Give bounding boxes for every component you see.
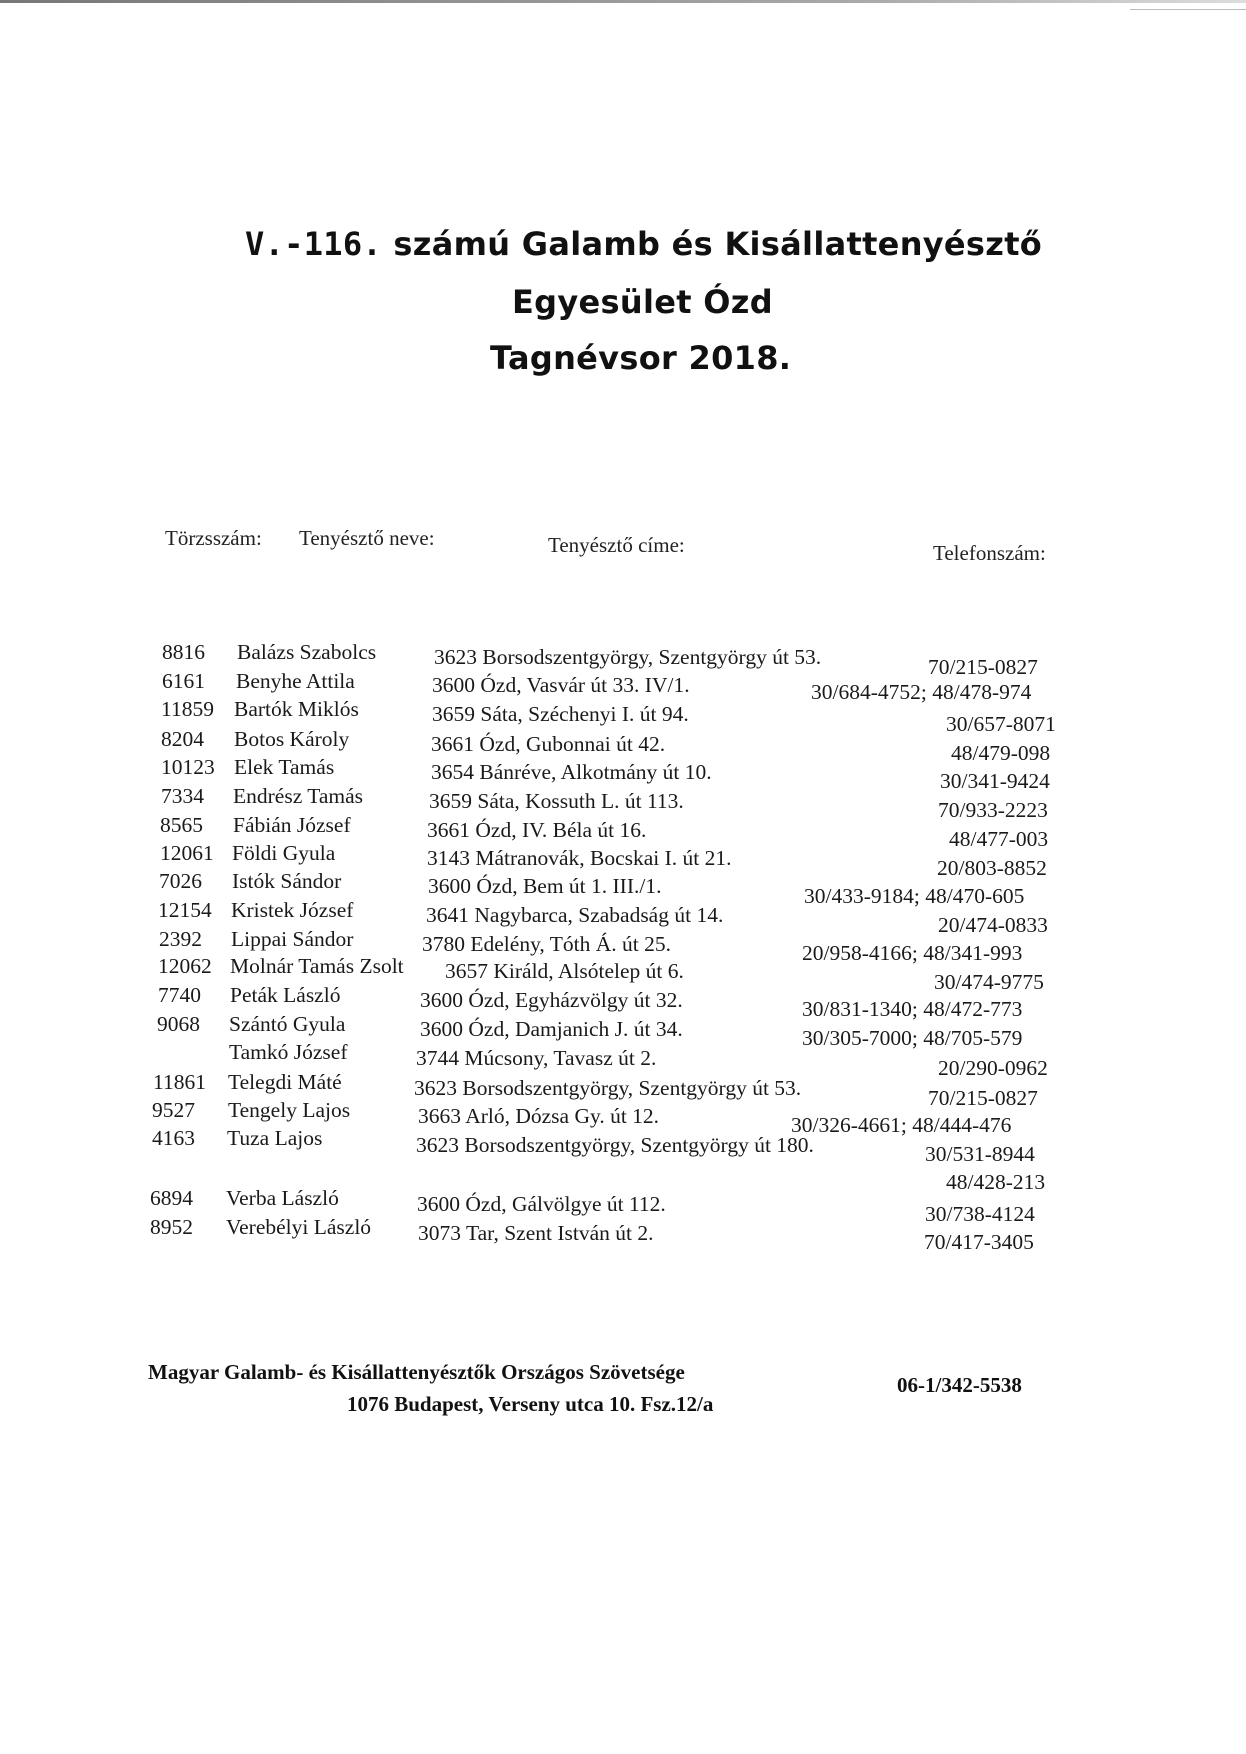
member-id: 11859 — [161, 697, 214, 721]
member-id: 7026 — [159, 869, 202, 893]
member-address: 3600 Ózd, Gálvölgye út 112. — [417, 1192, 666, 1216]
member-phone: 30/831-1340; 48/472-773 — [802, 997, 1023, 1021]
member-phone: 30/305-7000; 48/705-579 — [802, 1026, 1023, 1050]
member-address: 3600 Ózd, Egyházvölgy út 32. — [420, 988, 683, 1012]
member-name: Földi Gyula — [232, 841, 336, 865]
column-header-id: Törzsszám: — [165, 526, 262, 550]
member-phone: 70/417-3405 — [924, 1230, 1034, 1254]
member-name: Molnár Tamás Zsolt — [230, 954, 404, 978]
member-phone: 48/479-098 — [951, 741, 1051, 765]
member-address: 3744 Múcsony, Tavasz út 2. — [416, 1046, 657, 1070]
member-name: Peták László — [230, 983, 341, 1007]
member-name: Balázs Szabolcs — [237, 640, 377, 664]
scan-line — [1130, 9, 1246, 10]
member-name: Fábián József — [233, 813, 351, 837]
footer-address: 1076 Budapest, Verseny utca 10. Fsz.12/a — [347, 1392, 714, 1416]
member-id: 12154 — [158, 898, 212, 922]
member-address: 3661 Ózd, IV. Béla út 16. — [427, 818, 647, 842]
member-id: 9068 — [157, 1012, 200, 1036]
member-name: Endrész Tamás — [233, 784, 364, 808]
member-id: 11861 — [153, 1070, 206, 1094]
member-phone: 48/477-003 — [949, 827, 1049, 851]
member-id: 8816 — [162, 640, 205, 664]
member-name: Bartók Miklós — [234, 697, 359, 721]
member-phone: 70/215-0827 — [928, 655, 1038, 679]
member-name: Tengely Lajos — [228, 1098, 351, 1122]
footer-phone: 06-1/342-5538 — [897, 1373, 1022, 1397]
member-name: Tamkó József — [229, 1040, 348, 1064]
member-phone: 30/341-9424 — [940, 769, 1050, 793]
member-id: 10123 — [161, 755, 215, 779]
member-name: Tuza Lajos — [227, 1126, 323, 1150]
member-phone: 30/738-4124 — [925, 1202, 1035, 1226]
member-phone: 30/474-9775 — [934, 970, 1044, 994]
member-phone: 20/290-0962 — [938, 1056, 1048, 1080]
member-name: Verba László — [226, 1186, 339, 1210]
column-header-name: Tenyésztő neve: — [299, 526, 435, 550]
member-id: 4163 — [152, 1126, 195, 1150]
member-address: 3663 Arló, Dózsa Gy. út 12. — [418, 1104, 660, 1128]
member-name: Lippai Sándor — [231, 927, 354, 951]
member-name: Istók Sándor — [232, 869, 342, 893]
member-phone: 30/684-4752; 48/478-974 — [811, 680, 1032, 704]
member-phone: 20/803-8852 — [937, 856, 1047, 880]
title-number: V.-116. — [245, 225, 382, 263]
member-phone: 30/531-8944 — [925, 1142, 1035, 1166]
member-name: Telegdi Máté — [228, 1070, 342, 1094]
member-phone: 70/215-0827 — [928, 1086, 1038, 1110]
title-line-3: Tagnévsor 2018. — [490, 339, 792, 377]
footer-organization: Magyar Galamb- és Kisállattenyésztők Országos Szövetsége — [148, 1360, 685, 1384]
scan-edge — [0, 0, 1246, 3]
member-address: 3661 Ózd, Gubonnai út 42. — [431, 732, 666, 756]
member-phone: 70/933-2223 — [938, 798, 1048, 822]
member-name: Benyhe Attila — [236, 669, 355, 693]
column-header-address: Tenyésztő címe: — [548, 533, 685, 557]
member-phone: 30/326-4661; 48/444-476 — [791, 1113, 1012, 1137]
member-address: 3073 Tar, Szent István út 2. — [418, 1221, 654, 1245]
member-address: 3600 Ózd, Vasvár út 33. IV/1. — [432, 673, 690, 697]
member-id: 2392 — [159, 927, 202, 951]
column-header-phone: Telefonszám: — [933, 541, 1046, 565]
title-line-2: Egyesület Ózd — [512, 283, 773, 321]
member-id: 7334 — [161, 784, 204, 808]
member-address: 3600 Ózd, Bem út 1. III./1. — [428, 874, 662, 898]
member-phone: 30/657-8071 — [946, 712, 1056, 736]
member-name: Elek Tamás — [234, 755, 335, 779]
member-address: 3143 Mátranovák, Bocskai I. út 21. — [427, 846, 732, 870]
member-address: 3659 Sáta, Széchenyi I. út 94. — [432, 702, 689, 726]
title-line-1 — [245, 225, 1042, 263]
member-name: Verebélyi László — [226, 1215, 372, 1239]
member-name: Szántó Gyula — [229, 1012, 346, 1036]
member-phone: 20/474-0833 — [938, 913, 1048, 937]
member-name: Kristek József — [231, 898, 354, 922]
member-address: 3659 Sáta, Kossuth L. út 113. — [429, 789, 684, 813]
member-id: 7740 — [158, 983, 201, 1007]
member-phone: 20/958-4166; 48/341-993 — [802, 941, 1023, 965]
member-phone: 30/433-9184; 48/470-605 — [804, 884, 1025, 908]
member-name: Botos Károly — [234, 727, 350, 751]
member-address: 3641 Nagybarca, Szabadság út 14. — [426, 903, 724, 927]
member-id: 12061 — [160, 841, 214, 865]
member-address: 3657 Királd, Alsótelep út 6. — [445, 959, 684, 983]
member-address: 3600 Ózd, Damjanich J. út 34. — [420, 1017, 683, 1041]
member-id: 8952 — [150, 1215, 193, 1239]
member-id: 6894 — [150, 1186, 193, 1210]
title-text: számú Galamb és Kisállattenyésztő — [393, 225, 1043, 263]
extra-phone: 48/428-213 — [946, 1170, 1046, 1194]
member-address: 3623 Borsodszentgyörgy, Szentgyörgy út 53. — [414, 1076, 802, 1100]
member-id: 8565 — [160, 813, 203, 837]
member-address: 3623 Borsodszentgyörgy, Szentgyörgy út 53. — [434, 645, 822, 669]
member-address: 3623 Borsodszentgyörgy, Szentgyörgy út 180. — [416, 1133, 814, 1157]
member-id: 12062 — [158, 954, 212, 978]
member-id: 6161 — [162, 669, 205, 693]
member-id: 9527 — [152, 1098, 195, 1122]
member-address: 3780 Edelény, Tóth Á. út 25. — [422, 932, 672, 956]
member-id: 8204 — [161, 727, 204, 751]
member-address: 3654 Bánréve, Alkotmány út 10. — [431, 760, 712, 784]
